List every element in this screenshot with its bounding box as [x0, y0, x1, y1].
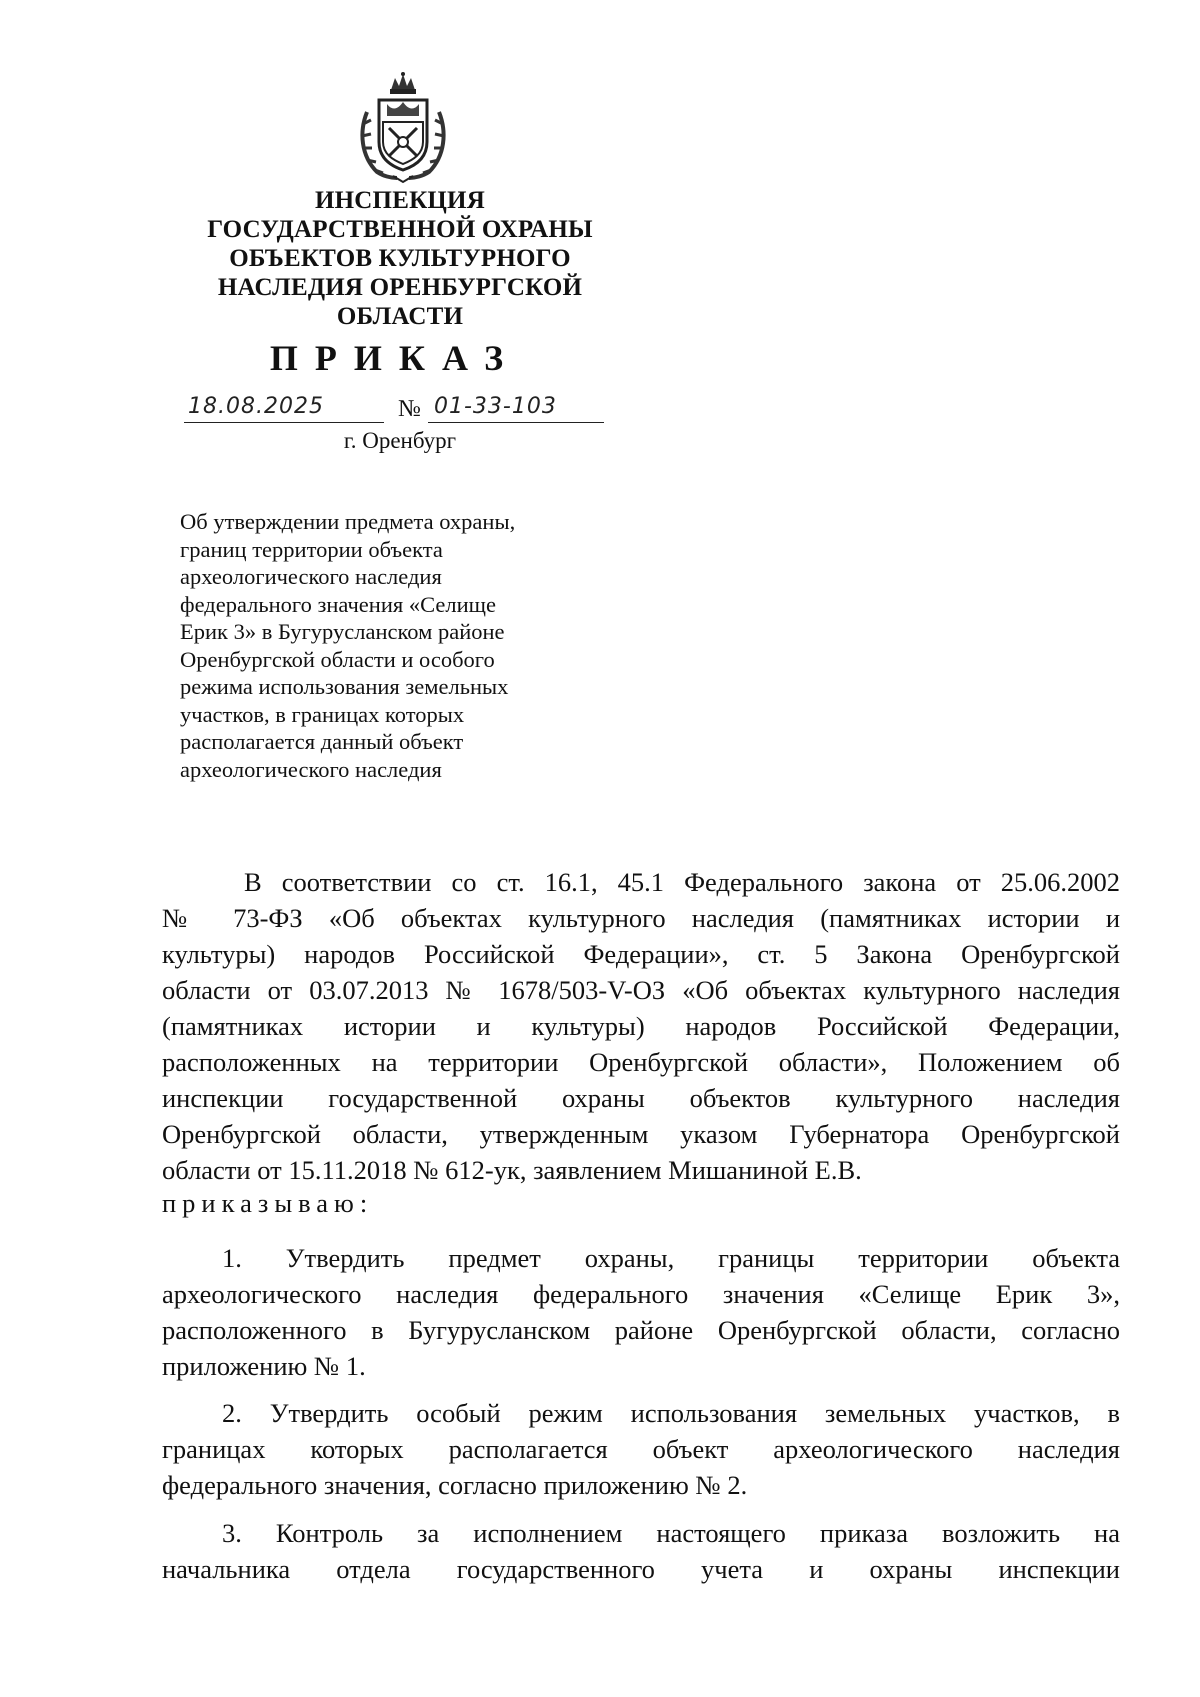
number-underline [428, 422, 604, 423]
order-subject [180, 508, 580, 783]
org-line: ОБЛАСТИ [336, 303, 464, 330]
order-item-3 [162, 1515, 1120, 1587]
subject-line: археологического наследия [180, 756, 442, 782]
item-line: расположенного в Бугурусланском районе Оренбургской области, согласно [162, 1315, 1120, 1345]
preamble-line: инспекции государственной охраны объектов культурного наследия [162, 1083, 1120, 1113]
item-line: приложению № 1. [162, 1351, 366, 1381]
preamble-line: (памятниках истории и культуры) народов Российской Федерации, [162, 1011, 1120, 1041]
org-line: ГОСУДАРСТВЕННОЙ ОХРАНЫ [207, 216, 593, 243]
item-line: 2. Утвердить особый режим использования земельных участков, в [222, 1398, 1120, 1428]
subject-line: археологического наследия [180, 564, 442, 589]
org-line: НАСЛЕДИЯ ОРЕНБУРГСКОЙ [217, 274, 583, 301]
preamble-line: № 73-ФЗ «Об объектах культурного наследия (памятниках истории и [162, 903, 1120, 933]
city-name: г. Оренбург [343, 428, 457, 453]
date-number-line [184, 396, 604, 426]
number-label: № [398, 396, 421, 422]
subject-line: границ территории объекта [180, 536, 443, 562]
subject-line: режима использования земельных [180, 674, 509, 699]
subject-line: федерального значения «Селище [180, 591, 496, 617]
item-line: 3. Контроль за исполнением настоящего приказа возложить на [222, 1518, 1120, 1548]
preamble-line: области от 03.07.2013 № 1678/503-V-ОЗ «Об объектах культурного наследия [162, 975, 1120, 1005]
item-line: 1. Утвердить предмет охраны, границы территории объекта [222, 1243, 1120, 1273]
order-item-2 [162, 1395, 1120, 1503]
preamble-line: Оренбургской области, утвержденным указом Губернатора Оренбургской [162, 1119, 1120, 1149]
subject-line: Ерик 3» в Бугурусланском районе [180, 619, 505, 644]
org-line: ИНСПЕКЦИЯ [315, 187, 485, 214]
organization-name [180, 186, 620, 331]
item-line: археологического наследия федерального значения «Селище Ерик 3», [162, 1279, 1120, 1309]
handwritten-date: 18.08.2025 [188, 394, 324, 419]
item-line: границах которых располагается объект археологического наследия [162, 1434, 1120, 1464]
handwritten-number: 01-33-103 [434, 394, 557, 419]
date-underline [184, 422, 384, 423]
order-item-1 [162, 1240, 1120, 1384]
item-line: начальника отдела государственного учета и охраны инспекции [162, 1554, 1120, 1584]
preamble-line: В соответствии со ст. 16.1, 45.1 Федерального закона от 25.06.2002 [244, 867, 1120, 897]
preamble-line: культуры) народов Российской Федерации», ст. 5 Закона Оренбургской [162, 939, 1120, 969]
subject-line: участков, в границах которых [180, 701, 465, 727]
subject-line: Об утверждении предмета охраны, [180, 509, 516, 534]
subject-line: располагается данный объект [180, 729, 464, 754]
org-line: ОБЪЕКТОВ КУЛЬТУРНОГО [229, 245, 571, 272]
preamble-paragraph [162, 864, 1120, 1188]
subject-line: Оренбургской области и особого [180, 646, 495, 672]
orders-word: приказываю: [162, 1188, 374, 1218]
item-line: федерального значения, согласно приложению № 2. [162, 1470, 748, 1500]
document-type-title: ПРИКАЗ [269, 338, 521, 378]
orenburg-coat-of-arms-emblem [353, 72, 453, 184]
preamble-line: расположенных на территории Оренбургской области», Положением об [162, 1047, 1120, 1077]
preamble-line: области от 15.11.2018 № 612-ук, заявлением Мишаниной Е.В. [162, 1155, 862, 1185]
